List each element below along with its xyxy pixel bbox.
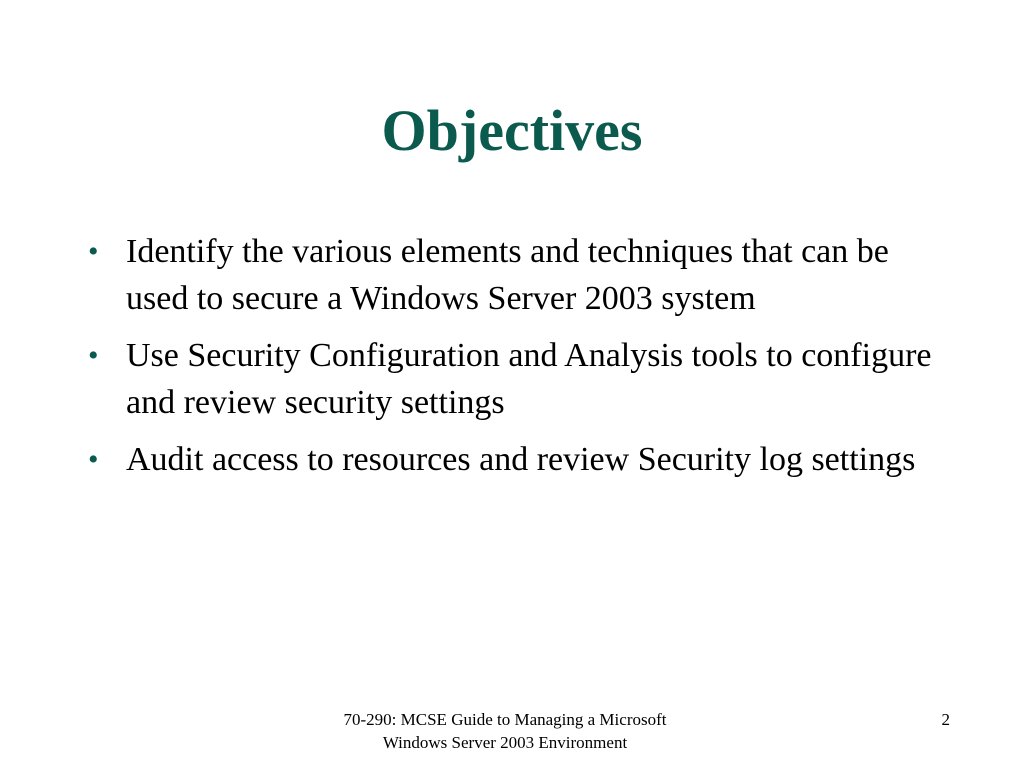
bullet-text: Identify the various elements and techniques that can be used to secure a Windows Server 2003 system (126, 233, 889, 317)
bullet-text: Audit access to resources and review Security log settings (126, 441, 916, 478)
bullet-item (84, 332, 944, 426)
footer-line-2: Windows Server 2003 Environment (382, 733, 628, 752)
page-number: 2 (941, 710, 950, 729)
bullet-item (84, 436, 944, 483)
slide-title: Objectives (381, 98, 643, 163)
bullet-marker-icon: • (88, 235, 99, 268)
bullet-marker-icon: • (88, 339, 99, 372)
slide-footer (270, 708, 740, 754)
bullet-marker-icon: • (88, 443, 99, 476)
bullet-item (84, 228, 944, 322)
footer-line-1: 70-290: MCSE Guide to Managing a Microsoft (343, 710, 667, 729)
bullet-text: Use Security Configuration and Analysis tools to configure and review security settings (126, 337, 932, 421)
bullet-list (84, 228, 944, 493)
